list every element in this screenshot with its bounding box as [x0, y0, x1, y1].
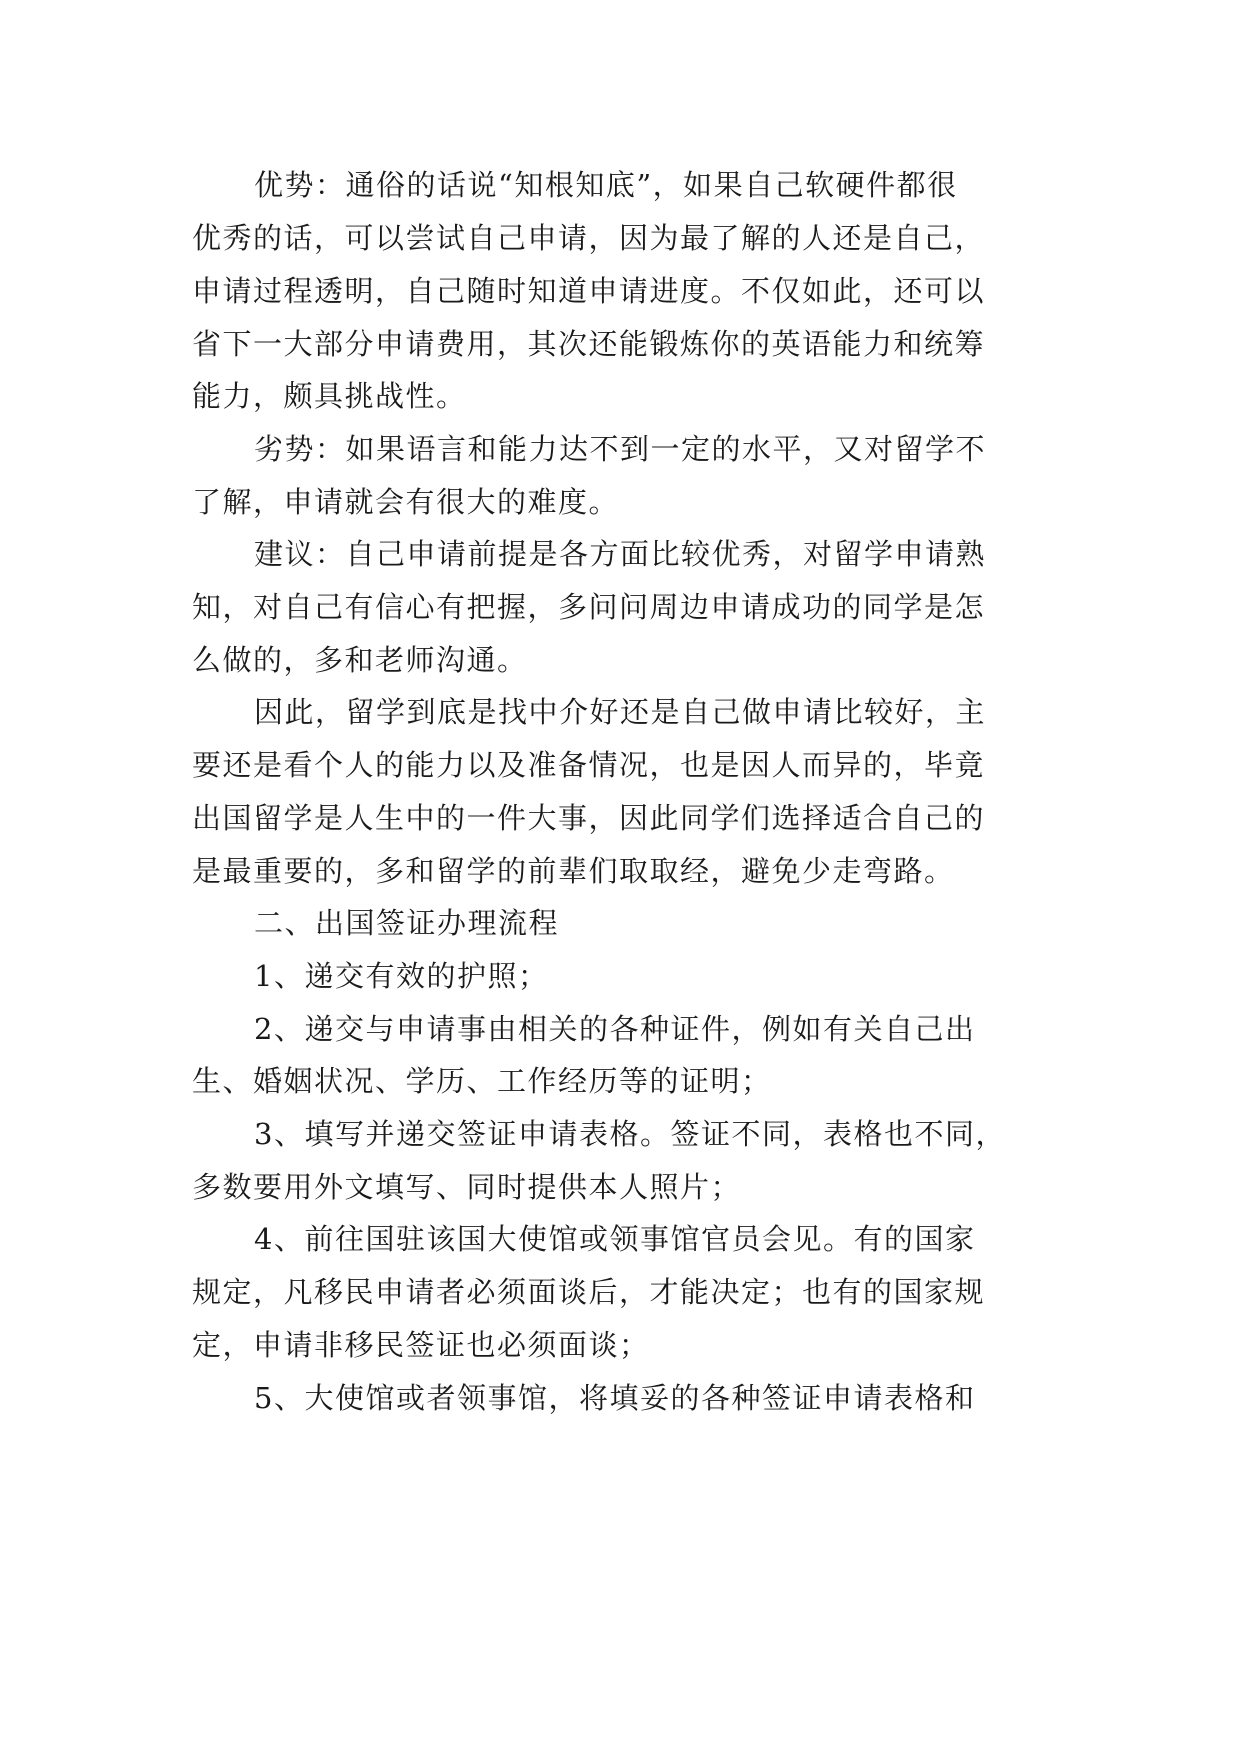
- list-item-3-line-1: 3、填写并递交签证申请表格。签证不同，表格也不同，: [254, 1117, 1006, 1151]
- paragraph-advantages-line-2: 优秀的话，可以尝试自己申请，因为最了解的人还是自己，: [192, 221, 986, 255]
- paragraph-disadvantages-line-2: 了解，申请就会有很大的难度。: [192, 485, 620, 519]
- paragraph-advantages-line-3: 申请过程透明，自己随时知道申请进度。不仅如此，还可以: [192, 274, 986, 308]
- paragraph-advantages-line-5: 能力，颇具挑战性。: [192, 379, 467, 413]
- paragraph-suggestion-line-2: 知，对自己有信心有把握，多问问周边申请成功的同学是怎: [192, 590, 986, 624]
- paragraph-advantages-line-4: 省下一大部分申请费用，其次还能锻炼你的英语能力和统筹: [192, 327, 986, 361]
- paragraph-conclusion-line-1: 因此，留学到底是找中介好还是自己做申请比较好，主: [254, 695, 987, 729]
- list-item-5-line-1: 5、大使馆或者领事馆，将填妥的各种签证申请表格和: [254, 1381, 976, 1415]
- paragraph-disadvantages-line-1: 劣势：如果语言和能力达不到一定的水平，又对留学不: [254, 432, 987, 466]
- paragraph-conclusion-line-2: 要还是看个人的能力以及准备情况，也是因人而异的，毕竟: [192, 748, 986, 782]
- list-item-1: 1、递交有效的护照；: [254, 959, 549, 993]
- list-item-4-line-2: 规定，凡移民申请者必须面谈后，才能决定；也有的国家规: [192, 1275, 986, 1309]
- paragraph-conclusion-line-3: 出国留学是人生中的一件大事，因此同学们选择适合自己的: [192, 801, 986, 835]
- list-item-2-line-1: 2、递交与申请事由相关的各种证件，例如有关自己出: [254, 1012, 976, 1046]
- paragraph-suggestion-line-3: 么做的，多和老师沟通。: [192, 643, 528, 677]
- list-item-3-line-2: 多数要用外文填写、同时提供本人照片；: [192, 1170, 742, 1204]
- list-item-4-line-3: 定，申请非移民签证也必须面谈；: [192, 1328, 650, 1362]
- section-heading-visa-process: 二、出国签证办理流程: [254, 906, 560, 940]
- list-item-2-line-2: 生、婚姻状况、学历、工作经历等的证明；: [192, 1064, 772, 1098]
- list-item-4-line-1: 4、前往国驻该国大使馆或领事馆官员会见。有的国家: [254, 1222, 976, 1256]
- paragraph-conclusion-line-4: 是最重要的，多和留学的前辈们取取经，避免少走弯路。: [192, 854, 955, 888]
- paragraph-advantages-line-1: 优势：通俗的话说“知根知底”，如果自己软硬件都很: [254, 168, 958, 202]
- paragraph-suggestion-line-1: 建议：自己申请前提是各方面比较优秀，对留学申请熟: [254, 537, 987, 571]
